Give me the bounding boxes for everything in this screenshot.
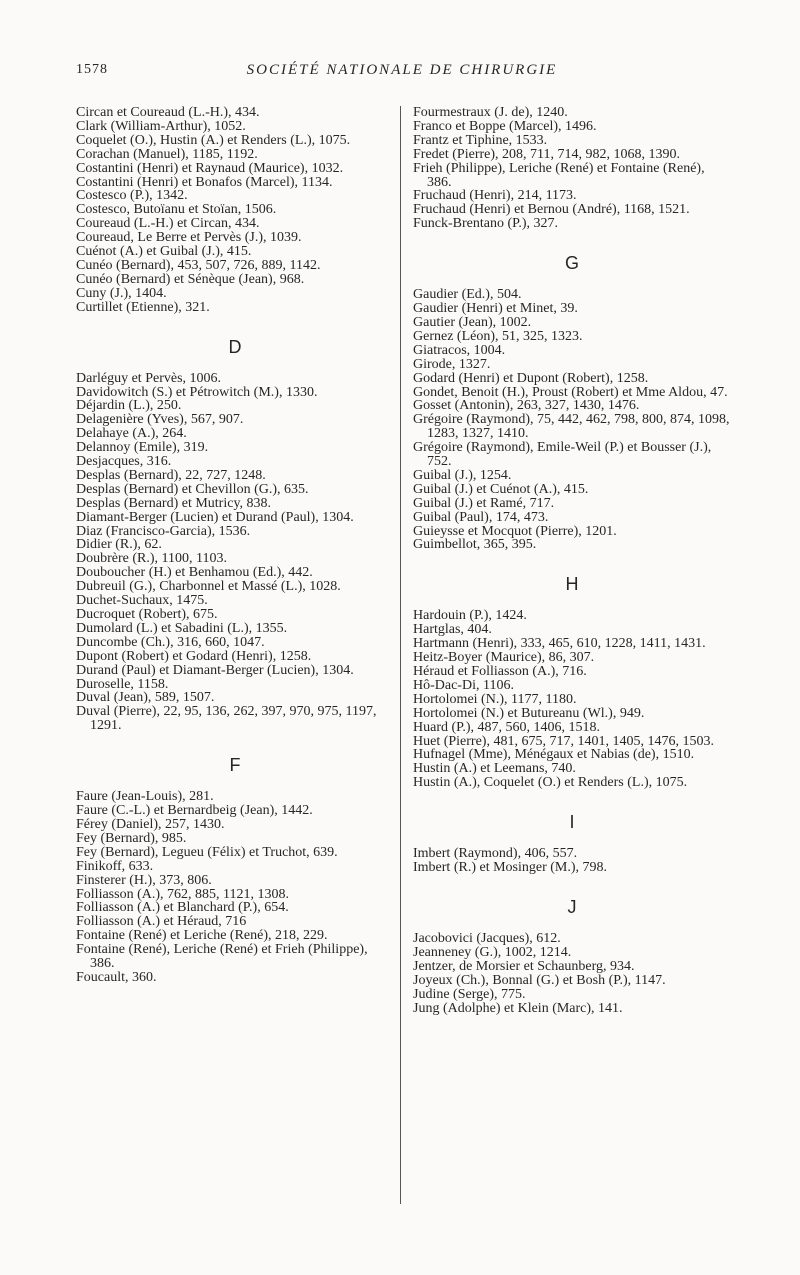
section-letter: J [567, 896, 577, 917]
index-entry: Hô-Dac-Di, 1106. [413, 677, 514, 693]
index-entry: Guibal (Paul), 174, 473. [413, 509, 549, 525]
index-entry: Hortolomei (N.), 1177, 1180. [413, 691, 577, 707]
index-entry: Douboucher (H.) et Benhamou (Ed.), 442. [76, 565, 313, 581]
index-entry: Grégoire (Raymond), Emile-Weil (P.) et Bousser (J.), 752. [413, 440, 712, 470]
index-entry: Fredet (Pierre), 208, 711, 714, 982, 1068, 1390. [413, 146, 680, 162]
index-entry: Duroselle, 1158. [76, 676, 169, 692]
index-entry: Coquelet (O.), Hustin (A.) et Renders (L.), 1075. [76, 132, 351, 148]
index-entry: Dubreuil (G.), Charbonnel et Massé (L.), 1028. [76, 579, 341, 595]
index-entry: Fruchaud (Henri), 214, 1173. [413, 188, 577, 204]
index-entry: Desplas (Bernard) et Chevillon (G.), 635. [76, 481, 309, 497]
index-entry: Durand (Paul) et Diamant-Berger (Lucien), 1304. [76, 662, 354, 678]
index-entry: Clark (William-Arthur), 1052. [76, 118, 246, 134]
index-entry: Girode, 1327. [413, 356, 491, 372]
index-entry: Hortolomei (N.) et Butureanu (Wl.), 949. [413, 705, 645, 721]
index-entry: Ducroquet (Robert), 675. [76, 607, 218, 622]
index-entry: Duval (Jean), 589, 1507. [76, 690, 215, 706]
index-entry: Costantini (Henri) et Raynaud (Maurice), 1032. [76, 160, 344, 176]
index-entry: Hufnagel (Mme), Ménégaux et Nabias (de), 1510. [413, 747, 695, 763]
index-entry: Hartglas, 404. [413, 622, 492, 638]
page-number: 1578 [76, 62, 108, 77]
section-letter: I [569, 812, 575, 833]
index-entry: Delannoy (Emile), 319. [76, 440, 209, 456]
index-entry: Foucault, 360. [76, 969, 157, 985]
index-entry: Coureaud, Le Berre et Pervès (J.), 1039. [76, 230, 302, 246]
section-letter: H [565, 574, 579, 595]
index-entry: Judine (Serge), 775. [413, 986, 526, 1002]
index-entry: Corachan (Manuel), 1185, 1192. [76, 146, 258, 162]
running-title: SOCIÉTÉ NATIONALE DE CHIRURGIE [246, 62, 558, 78]
index-entry: Desjacques, 316. [76, 454, 172, 470]
index-entry: Costantini (Henri) et Bonafos (Marcel), 1134. [76, 174, 333, 190]
index-entry: Frieh (Philippe), Leriche (René) et Fontaine (René), 386. [413, 160, 705, 190]
index-entry: Déjardin (L.), 250. [76, 398, 182, 414]
index-entry: Hustin (A.) et Leemans, 740. [413, 761, 576, 777]
index-entry: Folliasson (A.) et Blanchard (P.), 654. [76, 900, 289, 916]
index-entry: Circan et Coureaud (L.-H.), 434. [76, 105, 260, 120]
index-entry: Finikoff, 633. [76, 858, 154, 874]
index-entry: Imbert (R.) et Mosinger (M.), 798. [413, 860, 608, 876]
index-entry: Jacobovici (Jacques), 612. [413, 930, 561, 946]
index-entry: Fruchaud (Henri) et Bernou (André), 1168, 1521. [413, 202, 690, 218]
index-entry: Joyeux (Ch.), Bonnal (G.) et Bosh (P.), 1147. [413, 972, 666, 988]
index-entry: Cunéo (Bernard) et Sénèque (Jean), 968. [76, 271, 305, 287]
section-letter: D [228, 336, 242, 357]
index-entry: Hustin (A.), Coquelet (O.) et Renders (L.), 1075. [413, 775, 688, 791]
index-entry: Godard (Henri) et Dupont (Robert), 1258. [413, 370, 649, 386]
index-entry: Folliasson (A.), 762, 885, 1121, 1308. [76, 886, 289, 902]
index-entry: Cuénot (A.) et Guibal (J.), 415. [76, 244, 252, 260]
index-entry: Darléguy et Pervès, 1006. [76, 370, 222, 386]
section-letter: G [564, 253, 579, 274]
index-entry: Fontaine (René) et Leriche (René), 218, 229. [76, 928, 328, 944]
index-entry: Franco et Boppe (Marcel), 1496. [413, 118, 597, 134]
index-entry: Cunéo (Bernard), 453, 507, 726, 889, 1142. [76, 257, 321, 273]
index-entry: Desplas (Bernard) et Mutricy, 838. [76, 495, 272, 511]
index-entry: Davidowitch (S.) et Pétrowitch (M.), 1330. [76, 384, 318, 400]
index-entry: Dumolard (L.) et Sabadini (L.), 1355. [76, 620, 288, 636]
index-entry: Diamant-Berger (Lucien) et Durand (Paul), 1304. [76, 509, 354, 525]
index-entry: Delagenière (Yves), 567, 907. [76, 412, 244, 428]
index-entry: Heitz-Boyer (Maurice), 86, 307. [413, 650, 595, 666]
index-entry: Fourmestraux (J. de), 1240. [413, 105, 568, 120]
index-entry: Delahaye (A.), 264. [76, 426, 187, 442]
index-entry: Duval (Pierre), 22, 95, 136, 262, 397, 970, 975, 1197, 1291. [76, 704, 377, 734]
index-entry: Huet (Pierre), 481, 675, 717, 1401, 1405, 1476, 1503. [413, 733, 714, 749]
index-entry: Duncombe (Ch.), 316, 660, 1047. [76, 634, 265, 650]
index-entry: Jung (Adolphe) et Klein (Marc), 141. [413, 1000, 623, 1016]
index-entry: Gondet, Benoit (H.), Proust (Robert) et Mme Aldou, 47. [413, 384, 728, 400]
index-entry: Guimbellot, 365, 395. [413, 537, 537, 553]
index-entry: Cuny (J.), 1404. [76, 285, 167, 301]
index-entry: Diaz (Francisco-Garcia), 1536. [76, 523, 251, 539]
index-entry: Férey (Daniel), 257, 1430. [76, 816, 225, 832]
index-entry: Jentzer, de Morsier et Schaunberg, 934. [413, 958, 635, 974]
index-entry: Gautier (Jean), 1002. [413, 314, 532, 330]
index-column-left [76, 106, 394, 985]
index-entry: Costesco, Butoïanu et Stoïan, 1506. [76, 202, 277, 218]
page-header [76, 62, 728, 88]
index-entry: Finsterer (H.), 373, 806. [76, 872, 212, 888]
index-entry: Fey (Bernard), Legueu (Félix) et Truchot, 639. [76, 844, 338, 860]
index-entry: Folliasson (A.) et Héraud, 716 [76, 914, 247, 930]
index-entry: Funck-Brentano (P.), 327. [413, 216, 559, 232]
index-entry: Gosset (Antonin), 263, 327, 1430, 1476. [413, 398, 640, 414]
index-entry: Guieysse et Mocquot (Pierre), 1201. [413, 523, 617, 539]
index-entry: Guibal (J.), 1254. [413, 467, 512, 483]
index-entry: Héraud et Folliasson (A.), 716. [413, 664, 587, 679]
index-entry: Doubrère (R.), 1100, 1103. [76, 551, 227, 567]
index-entry: Hartmann (Henri), 333, 465, 610, 1228, 1411, 1431. [413, 636, 706, 652]
index-entry: Faure (C.-L.) et Bernardbeig (Jean), 1442. [76, 803, 313, 819]
index-entry: Gaudier (Henri) et Minet, 39. [413, 301, 578, 317]
index-entry: Coureaud (L.-H.) et Circan, 434. [76, 216, 260, 232]
column-divider [400, 106, 401, 1204]
index-entry: Duchet-Suchaux, 1475. [76, 593, 208, 609]
index-entry: Jeanneney (G.), 1002, 1214. [413, 944, 572, 960]
index-entry: Imbert (Raymond), 406, 557. [413, 846, 578, 862]
index-entry: Curtillet (Etienne), 321. [76, 299, 210, 315]
section-letter: F [229, 755, 241, 776]
index-entry: Huard (P.), 487, 560, 1406, 1518. [413, 719, 601, 735]
index-entry: Gaudier (Ed.), 504. [413, 287, 522, 303]
index-entry: Guibal (J.) et Cuénot (A.), 415. [413, 481, 589, 497]
index-entry: Gernez (Léon), 51, 325, 1323. [413, 328, 583, 344]
index-column-right [413, 106, 731, 1015]
index-entry: Faure (Jean-Louis), 281. [76, 789, 214, 805]
index-entry: Desplas (Bernard), 22, 727, 1248. [76, 467, 266, 483]
index-entry: Guibal (J.) et Ramé, 717. [413, 495, 555, 511]
index-entry: Didier (R.), 62. [76, 537, 162, 553]
index-entry: Giatracos, 1004. [413, 342, 506, 358]
index-entry: Costesco (P.), 1342. [76, 188, 188, 204]
index-entry: Frantz et Tiphine, 1533. [413, 132, 548, 148]
index-entry: Dupont (Robert) et Godard (Henri), 1258. [76, 648, 312, 664]
index-entry: Hardouin (P.), 1424. [413, 608, 527, 624]
index-entry: Fey (Bernard), 985. [76, 830, 187, 846]
index-entry: Grégoire (Raymond), 75, 442, 462, 798, 800, 874, 1098, 1283, 1327, 1410. [413, 412, 730, 442]
index-entry: Fontaine (René), Leriche (René) et Frieh (Philippe), 386. [76, 942, 368, 972]
